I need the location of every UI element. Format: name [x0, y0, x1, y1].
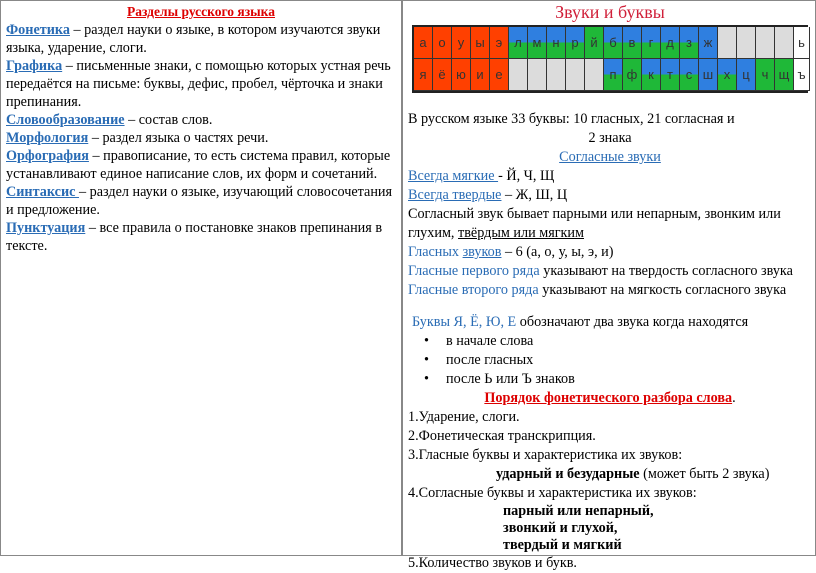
- letter-cell: ф: [623, 59, 642, 91]
- section-term[interactable]: Синтаксис: [6, 184, 79, 200]
- section-definition: – все правила о постановке знаков препинания в тексте.: [6, 220, 383, 254]
- letter-cell: ъ: [794, 59, 810, 91]
- letter-cell: [547, 59, 566, 91]
- section-definition: – письменные знаки, с помощью которых устная речь передаётся на письме: буквы, дефис, пробел, чёрточка и знаки препинания.: [6, 58, 391, 110]
- section-definition: – правописание, то есть система правил, которые устанавливают единое написание слов, их форм и сочетаний.: [6, 148, 391, 182]
- letter-cell: ч: [756, 59, 775, 91]
- section-definition: – раздел науки о языке, изучающий словосочетания и предложение.: [6, 184, 393, 218]
- letter-cell: ё: [433, 59, 452, 91]
- sections-column: [6, 3, 396, 255]
- letter-cell: п: [604, 59, 623, 91]
- letter-cell: ю: [452, 59, 471, 91]
- section-item: [6, 111, 396, 129]
- first-row-note: Гласные первого ряда указывают на твердость согласного звука: [408, 263, 793, 279]
- letter-cell: у: [452, 27, 471, 59]
- always-soft: Всегда мягкие - Й, Ч, Щ: [408, 168, 555, 184]
- two-sounds-note: Буквы Я, Ё, Ю, Е обозначают два звука когда находятся: [412, 314, 749, 330]
- letter-cell: ш: [699, 59, 718, 91]
- column-divider: [401, 0, 403, 556]
- pair-text: Согласный звук бывает парными или непарным, звонким или глухим, твёрдым или мягким: [408, 206, 781, 241]
- section-item: [6, 219, 396, 255]
- letter-cell: [585, 59, 604, 91]
- step-2: 2.Фонетическая транскрипция.: [408, 428, 596, 444]
- letter-cell: о: [433, 27, 452, 59]
- bullet-item: • после гласных: [446, 351, 812, 370]
- always-hard: Всегда твердые – Ж, Ш, Ц: [408, 187, 568, 203]
- step-4-sub-1: парный или непарный,: [503, 503, 654, 519]
- letter-cell: [509, 59, 528, 91]
- letter-cell: м: [528, 27, 547, 59]
- letter-cell: а: [414, 27, 433, 59]
- step-1: 1.Ударение, слоги.: [408, 409, 520, 425]
- letter-cell: [718, 27, 737, 59]
- letter-cell: и: [471, 59, 490, 91]
- letter-cell: е: [490, 59, 509, 91]
- letter-cell: г: [642, 27, 661, 59]
- bullet-list: [408, 332, 812, 389]
- section-item: [6, 129, 396, 147]
- letter-cell: [737, 27, 756, 59]
- section-term[interactable]: Орфография: [6, 148, 89, 164]
- bullet-item: • после Ь или Ъ знаков: [446, 370, 812, 389]
- section-item: [6, 21, 396, 57]
- letter-cell: щ: [775, 59, 794, 91]
- letter-cell: й: [585, 27, 604, 59]
- section-term[interactable]: Словообразование: [6, 112, 125, 128]
- letter-cell: д: [661, 27, 680, 59]
- step-5: 5.Количество звуков и букв.: [408, 555, 577, 571]
- sounds-column: [408, 0, 812, 571]
- section-definition: – раздел языка о частях речи.: [88, 130, 269, 146]
- letters-table: [412, 25, 808, 93]
- letter-cell: з: [680, 27, 699, 59]
- section-definition: – состав слов.: [124, 112, 213, 128]
- consonants-title: Согласные звуки: [559, 149, 661, 165]
- letter-cell: я: [414, 59, 433, 91]
- step-3-detail: ударный и безударные (может быть 2 звука): [496, 466, 770, 482]
- letter-cell: [528, 59, 547, 91]
- section-term[interactable]: Фонетика: [6, 22, 70, 38]
- letter-cell: [566, 59, 585, 91]
- section-definition: – раздел науки о языке, в котором изучаются звуки языка, ударение, слоги.: [6, 22, 381, 56]
- step-3: 3.Гласные буквы и характеристика их звуков:: [408, 447, 683, 463]
- letter-cell: т: [661, 59, 680, 91]
- step-4-sub-2: звонкий и глухой,: [503, 520, 618, 536]
- letter-cell: ж: [699, 27, 718, 59]
- letter-cell: [756, 27, 775, 59]
- letter-cell: л: [509, 27, 528, 59]
- letter-cell: н: [547, 27, 566, 59]
- sections-title: Разделы русского языка: [127, 4, 275, 19]
- bullet-item: • в начале слова: [446, 332, 812, 351]
- letter-cell: ь: [794, 27, 810, 59]
- section-term[interactable]: Морфология: [6, 130, 89, 146]
- section-term[interactable]: Пунктуация: [6, 220, 86, 236]
- vowel-sounds: Гласных звуков – 6 (а, о, у, ы, э, и): [408, 244, 614, 260]
- letter-cell: э: [490, 27, 509, 59]
- letter-cell: [775, 27, 794, 59]
- letter-count: В русском языке 33 буквы: 10 гласных, 21 согласная и: [408, 111, 735, 127]
- section-item: [6, 57, 396, 111]
- letter-cell: в: [623, 27, 642, 59]
- step-4: 4.Согласные буквы и характеристика их звуков:: [408, 485, 697, 501]
- letter-cell: р: [566, 27, 585, 59]
- letter-cell: х: [718, 59, 737, 91]
- letter-cell: б: [604, 27, 623, 59]
- letter-cell: ы: [471, 27, 490, 59]
- section-item: [6, 183, 396, 219]
- step-4-sub-3: твердый и мягкий: [503, 537, 622, 553]
- section-term[interactable]: Графика: [6, 58, 63, 74]
- order-title: Порядок фонетического разбора слова.: [484, 390, 736, 406]
- sounds-title: Звуки и буквы: [555, 2, 665, 22]
- letter-cell: к: [642, 59, 661, 91]
- letter-cell: с: [680, 59, 699, 91]
- section-item: [6, 147, 396, 183]
- letter-cell: ц: [737, 59, 756, 91]
- second-row-note: Гласные второго ряда указывают на мягкость согласного звука: [408, 282, 787, 298]
- letter-count-2: 2 знака: [588, 130, 632, 146]
